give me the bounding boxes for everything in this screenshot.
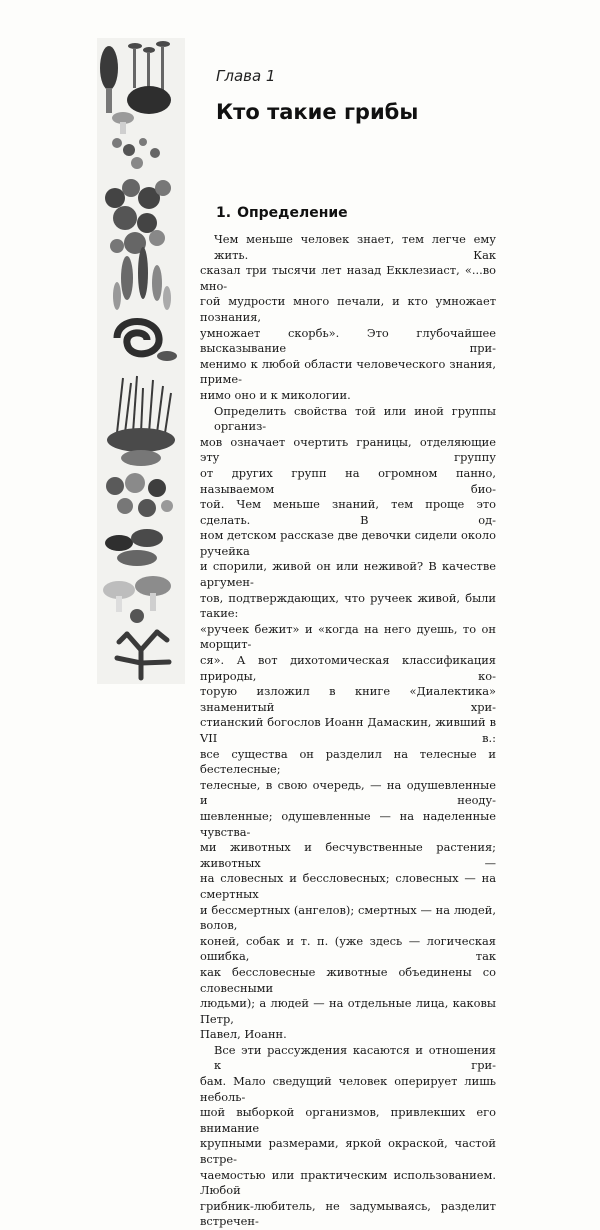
text-line: той. Чем меньше знаний, тем проще это сделать. В од- [200,497,496,527]
text-line: ном детском рассказе две девочки сидели около ручейка [200,528,496,558]
section-number: 1. [216,205,232,221]
text-line: ся». А вот дихотомическая классификация природы, ко- [200,653,496,683]
text-line: людьми); а людей — на отдельные лица, каковы Петр, [200,996,496,1026]
paragraph [200,1043,496,1230]
mushroom-illustration-strip [97,38,185,684]
text-line: мов означает очертить границы, отделяющие эту группу [200,434,496,465]
text-line: шевленные; одушевленные — на наделенные чувства- [200,808,496,839]
text-line: чаемостью или практическим использованием. Любой [200,1167,496,1198]
mushroom-illustrations-icon [97,38,185,684]
text-line: стианский богослов Иоанн Дамаскин, живший в VII в.: [200,715,496,745]
text-line: Чем меньше человек знает, тем легче ему жить. Как [214,232,496,262]
text-line: бам. Мало сведущий человек оперирует лишь неболь- [200,1074,496,1104]
text-line: гой мудрости много печали, и кто умножает познания, [200,294,496,324]
text-line: крупными размерами, яркой окраской, частой встре- [200,1136,496,1167]
text-line: на словесных и бессловесных; словесных — на смертных [200,871,496,901]
text-line: умножает скорбь». Это глубочайшее высказывание при- [200,325,496,356]
text-line: телесные, в свою очередь, — на одушевленные и неоду- [200,777,496,808]
text-line: Павел, Иоанн. [200,1027,287,1042]
text-line: Определить свойства той или иной группы организ- [214,403,496,434]
paragraph [200,404,496,1043]
text-line: от других групп на огромном панно, называемом био- [200,465,496,496]
text-line: ми животных и бесчувственные растения; животных — [200,840,496,870]
text-line: все существа он разделил на телесные и бестелесные; [200,746,496,777]
chapter-title: Кто такие грибы [216,100,419,124]
section-title: Определение [237,205,348,221]
paragraph [200,232,496,404]
text-line: торую изложил в книге «Диалектика» знаменитый хри- [200,684,496,714]
text-line: «ручеек бежит» и «когда на него дуешь, то он морщит- [200,621,496,652]
text-line: коней, собак и т. п. (уже здесь — логическая ошибка, так [200,933,496,964]
text-line: грибник-любитель, не задумываясь, разделит встречен- [200,1198,496,1229]
text-line: как бессловесные животные объединены со словесными [200,964,496,995]
text-line: Все эти рассуждения касаются и отношения к гри- [214,1042,496,1073]
body-text [200,232,496,1230]
text-line: тов, подтверждающих, что ручеек живой, были такие: [200,590,496,621]
text-line: сказал три тысячи лет назад Екклезиаст, «...во мно- [200,263,496,293]
text-line: менимо к любой области человеческого знания, приме- [200,356,496,387]
section-heading [216,205,348,221]
chapter-label: Глава 1 [216,67,276,85]
text-line: и бессмертных (ангелов); смертных — на людей, волов, [200,902,496,933]
text-line: нимо оно и к микологии. [200,387,351,402]
text-line: шой выборкой организмов, привлекших его внимание [200,1105,496,1135]
text-line: и спорили, живой он или неживой? В качестве аргумен- [200,559,496,590]
